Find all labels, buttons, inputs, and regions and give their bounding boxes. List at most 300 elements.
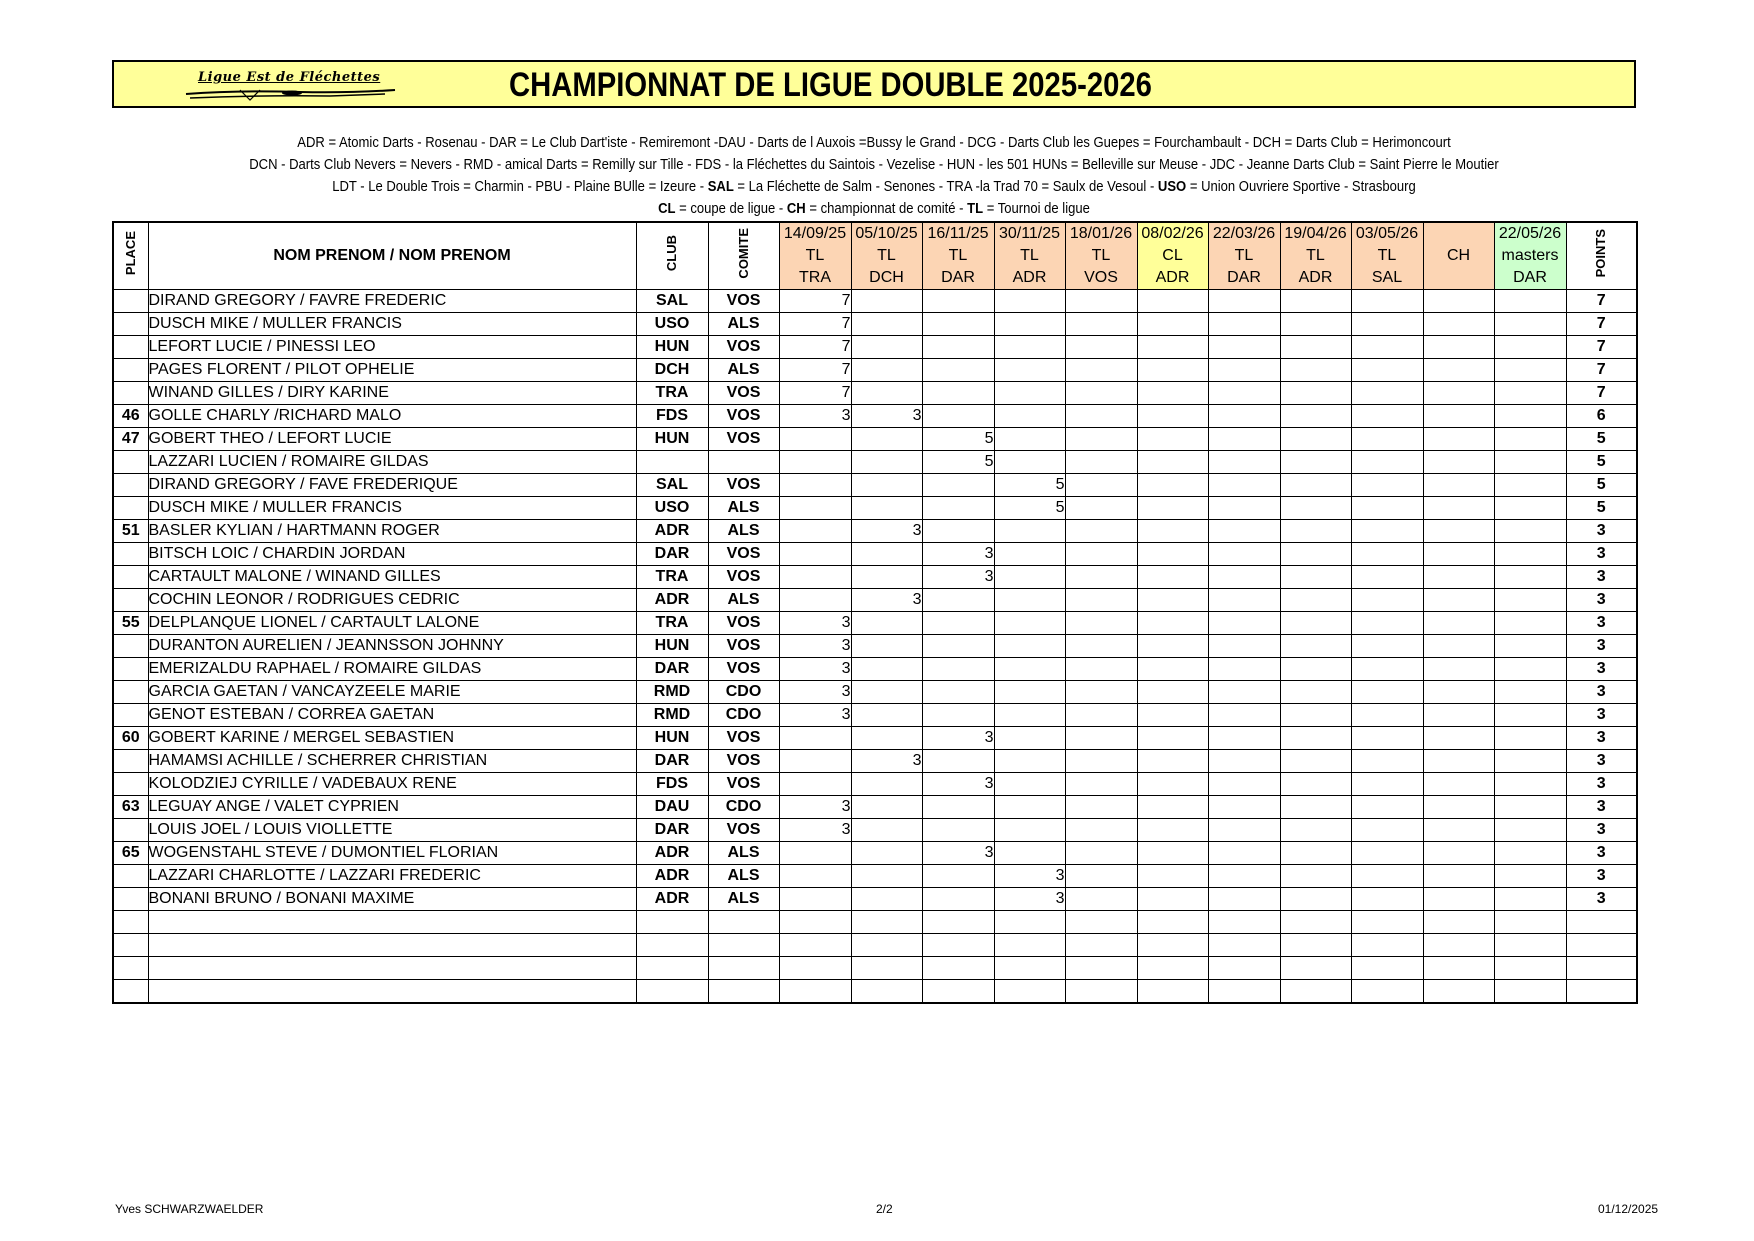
ranking-table bbox=[112, 221, 1638, 1004]
score-cell bbox=[1351, 911, 1423, 934]
score-cell bbox=[779, 957, 851, 980]
score-cell bbox=[1423, 888, 1494, 911]
score-cell bbox=[1423, 566, 1494, 589]
score-cell bbox=[1137, 336, 1208, 359]
score-cell bbox=[779, 497, 851, 520]
event-header-club: DCH bbox=[851, 267, 922, 290]
club-cell bbox=[636, 451, 708, 474]
event-header-type: CL bbox=[1137, 245, 1208, 267]
score-cell bbox=[1423, 589, 1494, 612]
score-cell: 3 bbox=[994, 888, 1065, 911]
score-cell bbox=[1137, 359, 1208, 382]
score-cell bbox=[922, 750, 994, 773]
event-header-club: DAR bbox=[1208, 267, 1280, 290]
score-cell bbox=[1351, 681, 1423, 704]
score-cell bbox=[1423, 819, 1494, 842]
player-names-cell: WINAND GILLES / DIRY KARINE bbox=[148, 382, 636, 405]
event-header-type: TL bbox=[1351, 245, 1423, 267]
score-cell bbox=[1423, 497, 1494, 520]
club-cell: DCH bbox=[636, 359, 708, 382]
score-cell bbox=[1280, 336, 1351, 359]
place-cell bbox=[113, 497, 148, 520]
score-cell bbox=[922, 359, 994, 382]
score-cell bbox=[1137, 474, 1208, 497]
player-names-cell bbox=[148, 934, 636, 957]
logo-text: Ligue Est de Fléchettes bbox=[198, 70, 381, 85]
player-names-cell bbox=[148, 980, 636, 1004]
score-cell bbox=[994, 359, 1065, 382]
table-row bbox=[113, 589, 1637, 612]
score-cell bbox=[1280, 474, 1351, 497]
score-cell bbox=[1137, 566, 1208, 589]
score-cell bbox=[994, 957, 1065, 980]
score-cell bbox=[922, 957, 994, 980]
score-cell bbox=[1423, 865, 1494, 888]
score-cell bbox=[1351, 520, 1423, 543]
score-cell bbox=[1351, 313, 1423, 336]
club-cell: RMD bbox=[636, 681, 708, 704]
score-cell bbox=[1494, 842, 1566, 865]
score-cell bbox=[1137, 911, 1208, 934]
score-cell bbox=[1494, 382, 1566, 405]
score-cell bbox=[1494, 497, 1566, 520]
score-cell bbox=[1137, 497, 1208, 520]
score-cell: 3 bbox=[851, 589, 922, 612]
comite-cell: VOS bbox=[708, 750, 779, 773]
score-cell bbox=[1280, 796, 1351, 819]
club-cell: SAL bbox=[636, 290, 708, 313]
league-logo bbox=[180, 68, 400, 102]
place-cell bbox=[113, 313, 148, 336]
score-cell bbox=[1494, 796, 1566, 819]
score-cell bbox=[1423, 612, 1494, 635]
event-header-date: 14/09/25 bbox=[779, 222, 851, 245]
place-header-label: PLACE bbox=[122, 230, 138, 276]
score-cell bbox=[1065, 543, 1137, 566]
player-names-cell: GARCIA GAETAN / VANCAYZEELE MARIE bbox=[148, 681, 636, 704]
score-cell bbox=[1423, 704, 1494, 727]
club-cell: DAR bbox=[636, 658, 708, 681]
place-cell bbox=[113, 957, 148, 980]
place-cell: 47 bbox=[113, 428, 148, 451]
score-cell bbox=[1494, 428, 1566, 451]
score-cell: 5 bbox=[994, 474, 1065, 497]
score-cell bbox=[994, 635, 1065, 658]
table-row bbox=[113, 566, 1637, 589]
score-cell bbox=[1423, 543, 1494, 566]
score-cell bbox=[994, 727, 1065, 750]
score-cell bbox=[851, 727, 922, 750]
table-row bbox=[113, 750, 1637, 773]
score-cell bbox=[1280, 658, 1351, 681]
comite-cell: ALS bbox=[708, 842, 779, 865]
score-cell bbox=[1494, 451, 1566, 474]
score-cell bbox=[994, 796, 1065, 819]
score-cell: 5 bbox=[922, 428, 994, 451]
points-cell: 3 bbox=[1566, 842, 1637, 865]
score-cell bbox=[1208, 888, 1280, 911]
comite-cell: CDO bbox=[708, 681, 779, 704]
score-cell bbox=[1280, 566, 1351, 589]
score-cell bbox=[922, 313, 994, 336]
score-cell bbox=[922, 474, 994, 497]
score-cell bbox=[1065, 681, 1137, 704]
score-cell bbox=[1065, 911, 1137, 934]
score-cell bbox=[1137, 934, 1208, 957]
score-cell bbox=[922, 796, 994, 819]
score-cell bbox=[1208, 336, 1280, 359]
table-row bbox=[113, 934, 1637, 957]
score-cell bbox=[994, 819, 1065, 842]
club-header-label: CLUB bbox=[664, 234, 679, 272]
score-cell bbox=[1423, 336, 1494, 359]
event-header-club: DAR bbox=[1494, 267, 1566, 290]
player-names-cell: BONANI BRUNO / BONANI MAXIME bbox=[148, 888, 636, 911]
score-cell bbox=[1423, 474, 1494, 497]
score-cell bbox=[994, 428, 1065, 451]
score-cell bbox=[1280, 842, 1351, 865]
player-names-cell: BASLER KYLIAN / HARTMANN ROGER bbox=[148, 520, 636, 543]
score-cell bbox=[1423, 382, 1494, 405]
score-cell bbox=[1137, 612, 1208, 635]
score-cell bbox=[994, 980, 1065, 1004]
score-cell bbox=[1065, 727, 1137, 750]
player-names-cell: GOBERT THEO / LEFORT LUCIE bbox=[148, 428, 636, 451]
event-header-date bbox=[1423, 222, 1494, 245]
comite-cell: VOS bbox=[708, 612, 779, 635]
score-cell bbox=[1494, 543, 1566, 566]
place-cell bbox=[113, 359, 148, 382]
comite-cell: VOS bbox=[708, 566, 779, 589]
footer-date: 01/12/2025 bbox=[1598, 1202, 1659, 1216]
player-names-cell: GOBERT KARINE / MERGEL SEBASTIEN bbox=[148, 727, 636, 750]
score-cell bbox=[994, 773, 1065, 796]
event-header-type: TL bbox=[922, 245, 994, 267]
score-cell bbox=[994, 589, 1065, 612]
points-cell: 3 bbox=[1566, 543, 1637, 566]
comite-cell bbox=[708, 451, 779, 474]
place-cell bbox=[113, 865, 148, 888]
player-names-cell: DURANTON AURELIEN / JEANNSSON JOHNNY bbox=[148, 635, 636, 658]
score-cell bbox=[779, 543, 851, 566]
score-cell: 3 bbox=[922, 727, 994, 750]
score-cell bbox=[922, 405, 994, 428]
score-cell bbox=[922, 336, 994, 359]
comite-cell: VOS bbox=[708, 382, 779, 405]
score-cell bbox=[1208, 842, 1280, 865]
event-header-date: 05/10/25 bbox=[851, 222, 922, 245]
score-cell bbox=[1208, 566, 1280, 589]
score-cell bbox=[1280, 865, 1351, 888]
score-cell bbox=[1280, 428, 1351, 451]
score-cell bbox=[779, 451, 851, 474]
score-cell bbox=[1065, 658, 1137, 681]
score-cell: 5 bbox=[922, 451, 994, 474]
score-cell bbox=[1351, 888, 1423, 911]
score-cell bbox=[1423, 727, 1494, 750]
score-cell bbox=[1494, 290, 1566, 313]
score-cell: 7 bbox=[779, 313, 851, 336]
event-header-type: masters bbox=[1494, 245, 1566, 267]
score-cell bbox=[1280, 911, 1351, 934]
comite-cell bbox=[708, 980, 779, 1004]
score-cell bbox=[1137, 819, 1208, 842]
player-names-cell: LAZZARI LUCIEN / ROMAIRE GILDAS bbox=[148, 451, 636, 474]
club-cell: HUN bbox=[636, 428, 708, 451]
player-names-cell: PAGES FLORENT / PILOT OPHELIE bbox=[148, 359, 636, 382]
event-header-type: TL bbox=[851, 245, 922, 267]
score-cell bbox=[779, 911, 851, 934]
event-header-type: TL bbox=[1208, 245, 1280, 267]
table-row bbox=[113, 865, 1637, 888]
score-cell bbox=[1494, 566, 1566, 589]
score-cell bbox=[1137, 796, 1208, 819]
club-cell: RMD bbox=[636, 704, 708, 727]
club-cell: USO bbox=[636, 497, 708, 520]
score-cell bbox=[1494, 911, 1566, 934]
score-cell bbox=[1494, 635, 1566, 658]
score-cell bbox=[922, 980, 994, 1004]
player-names-cell bbox=[148, 957, 636, 980]
score-cell bbox=[1423, 980, 1494, 1004]
score-cell: 3 bbox=[922, 543, 994, 566]
table-row bbox=[113, 428, 1637, 451]
player-names-cell: CARTAULT MALONE / WINAND GILLES bbox=[148, 566, 636, 589]
score-cell bbox=[994, 750, 1065, 773]
score-cell bbox=[922, 290, 994, 313]
club-cell: ADR bbox=[636, 888, 708, 911]
score-cell: 3 bbox=[851, 750, 922, 773]
table-row bbox=[113, 888, 1637, 911]
score-cell bbox=[994, 336, 1065, 359]
score-cell bbox=[1065, 566, 1137, 589]
score-cell bbox=[994, 313, 1065, 336]
score-cell bbox=[851, 980, 922, 1004]
table-row bbox=[113, 796, 1637, 819]
score-cell bbox=[1351, 612, 1423, 635]
player-names-cell: DIRAND GREGORY / FAVE FREDERIQUE bbox=[148, 474, 636, 497]
event-header-date: 18/01/26 bbox=[1065, 222, 1137, 245]
event-header-date: 19/04/26 bbox=[1280, 222, 1351, 245]
place-cell bbox=[113, 336, 148, 359]
points-header bbox=[1566, 222, 1637, 290]
score-cell: 7 bbox=[779, 336, 851, 359]
score-cell bbox=[1065, 474, 1137, 497]
table-row bbox=[113, 382, 1637, 405]
score-cell bbox=[851, 382, 922, 405]
player-names-cell: DELPLANQUE LIONEL / CARTAULT LALONE bbox=[148, 612, 636, 635]
score-cell bbox=[851, 773, 922, 796]
comite-cell: ALS bbox=[708, 520, 779, 543]
place-cell bbox=[113, 773, 148, 796]
player-names-cell: LAZZARI CHARLOTTE / LAZZARI FREDERIC bbox=[148, 865, 636, 888]
score-cell bbox=[1208, 727, 1280, 750]
points-cell: 3 bbox=[1566, 612, 1637, 635]
score-cell bbox=[851, 428, 922, 451]
table-row bbox=[113, 543, 1637, 566]
event-header-club bbox=[1423, 267, 1494, 290]
score-cell: 3 bbox=[779, 658, 851, 681]
player-names-cell: BITSCH LOIC / CHARDIN JORDAN bbox=[148, 543, 636, 566]
score-cell bbox=[1280, 290, 1351, 313]
place-cell: 55 bbox=[113, 612, 148, 635]
table-row bbox=[113, 451, 1637, 474]
comite-cell: CDO bbox=[708, 704, 779, 727]
club-cell: TRA bbox=[636, 382, 708, 405]
score-cell bbox=[1208, 681, 1280, 704]
score-cell bbox=[1137, 313, 1208, 336]
score-cell bbox=[1423, 911, 1494, 934]
score-cell bbox=[851, 957, 922, 980]
points-cell bbox=[1566, 980, 1637, 1004]
score-cell bbox=[1208, 474, 1280, 497]
score-cell bbox=[1208, 290, 1280, 313]
score-cell bbox=[1208, 704, 1280, 727]
score-cell bbox=[1137, 658, 1208, 681]
comite-cell: VOS bbox=[708, 336, 779, 359]
score-cell bbox=[922, 497, 994, 520]
score-cell bbox=[1137, 681, 1208, 704]
score-cell bbox=[1065, 842, 1137, 865]
score-cell bbox=[1208, 612, 1280, 635]
place-cell bbox=[113, 658, 148, 681]
comite-cell: ALS bbox=[708, 589, 779, 612]
score-cell: 7 bbox=[779, 290, 851, 313]
comite-cell: ALS bbox=[708, 888, 779, 911]
score-cell bbox=[851, 796, 922, 819]
table-row bbox=[113, 520, 1637, 543]
table-row bbox=[113, 474, 1637, 497]
score-cell bbox=[922, 658, 994, 681]
points-cell: 3 bbox=[1566, 865, 1637, 888]
player-names-cell: DUSCH MIKE / MULLER FRANCIS bbox=[148, 313, 636, 336]
club-cell: ADR bbox=[636, 520, 708, 543]
score-cell bbox=[1065, 773, 1137, 796]
score-cell bbox=[1208, 543, 1280, 566]
comite-cell: VOS bbox=[708, 428, 779, 451]
score-cell bbox=[1280, 313, 1351, 336]
points-cell: 7 bbox=[1566, 336, 1637, 359]
club-cell: TRA bbox=[636, 566, 708, 589]
score-cell bbox=[1351, 658, 1423, 681]
score-cell bbox=[779, 428, 851, 451]
place-cell: 60 bbox=[113, 727, 148, 750]
title-banner bbox=[112, 60, 1636, 108]
score-cell bbox=[1351, 865, 1423, 888]
score-cell bbox=[1137, 589, 1208, 612]
table-row bbox=[113, 290, 1637, 313]
comite-cell: VOS bbox=[708, 773, 779, 796]
score-cell bbox=[1280, 497, 1351, 520]
points-cell: 5 bbox=[1566, 428, 1637, 451]
place-cell bbox=[113, 451, 148, 474]
score-cell bbox=[922, 865, 994, 888]
score-cell: 7 bbox=[779, 359, 851, 382]
place-cell bbox=[113, 888, 148, 911]
score-cell bbox=[994, 612, 1065, 635]
score-cell bbox=[1351, 405, 1423, 428]
score-cell: 3 bbox=[779, 635, 851, 658]
score-cell bbox=[779, 773, 851, 796]
score-cell bbox=[922, 888, 994, 911]
score-cell bbox=[1494, 681, 1566, 704]
score-cell bbox=[1137, 382, 1208, 405]
score-cell bbox=[994, 290, 1065, 313]
event-header-date: 16/11/25 bbox=[922, 222, 994, 245]
points-cell: 7 bbox=[1566, 290, 1637, 313]
club-cell: FDS bbox=[636, 773, 708, 796]
score-cell bbox=[1494, 980, 1566, 1004]
score-cell bbox=[1065, 704, 1137, 727]
legend-line: LDT - Le Double Trois = Charmin - PBU - Plaine BUlle = Izeure - SAL = La Fléchette de Salm - Senones - TRA -la Trad 70 = Saulx de Vesoul - USO = Union Ouvriere Sportive - Strasbourg bbox=[332, 179, 1416, 195]
score-cell bbox=[851, 911, 922, 934]
score-cell bbox=[1280, 773, 1351, 796]
event-header-date: 03/05/26 bbox=[1351, 222, 1423, 245]
score-cell bbox=[1351, 934, 1423, 957]
score-cell bbox=[851, 566, 922, 589]
club-cell: USO bbox=[636, 313, 708, 336]
score-cell bbox=[922, 911, 994, 934]
event-header-club: SAL bbox=[1351, 267, 1423, 290]
event-header-type: TL bbox=[779, 245, 851, 267]
score-cell bbox=[922, 382, 994, 405]
score-cell bbox=[1280, 681, 1351, 704]
player-names-cell: KOLODZIEJ CYRILLE / VADEBAUX RENE bbox=[148, 773, 636, 796]
score-cell bbox=[994, 681, 1065, 704]
points-cell: 3 bbox=[1566, 888, 1637, 911]
score-cell: 3 bbox=[779, 405, 851, 428]
score-cell bbox=[1423, 842, 1494, 865]
score-cell bbox=[1494, 405, 1566, 428]
score-cell bbox=[1423, 428, 1494, 451]
score-cell bbox=[1280, 543, 1351, 566]
score-cell: 3 bbox=[851, 520, 922, 543]
score-cell bbox=[1351, 451, 1423, 474]
place-cell bbox=[113, 750, 148, 773]
name-header: NOM PRENOM / NOM PRENOM bbox=[148, 222, 636, 290]
score-cell bbox=[1351, 842, 1423, 865]
score-cell bbox=[1208, 589, 1280, 612]
table-row bbox=[113, 773, 1637, 796]
score-cell bbox=[851, 290, 922, 313]
club-cell: ADR bbox=[636, 865, 708, 888]
score-cell bbox=[851, 543, 922, 566]
player-names-cell: DIRAND GREGORY / FAVRE FREDERIC bbox=[148, 290, 636, 313]
event-header-type: TL bbox=[1280, 245, 1351, 267]
score-cell bbox=[1208, 773, 1280, 796]
comite-cell: VOS bbox=[708, 474, 779, 497]
score-cell bbox=[994, 658, 1065, 681]
score-cell bbox=[1494, 359, 1566, 382]
event-header-type: CH bbox=[1423, 245, 1494, 267]
score-cell bbox=[1423, 359, 1494, 382]
score-cell bbox=[1351, 428, 1423, 451]
table-row bbox=[113, 727, 1637, 750]
points-cell bbox=[1566, 911, 1637, 934]
player-names-cell: COCHIN LEONOR / RODRIGUES CEDRIC bbox=[148, 589, 636, 612]
points-cell: 3 bbox=[1566, 658, 1637, 681]
score-cell bbox=[1065, 589, 1137, 612]
score-cell bbox=[1280, 704, 1351, 727]
table-row bbox=[113, 635, 1637, 658]
score-cell bbox=[779, 865, 851, 888]
score-cell bbox=[1065, 819, 1137, 842]
score-cell bbox=[851, 451, 922, 474]
table-row bbox=[113, 681, 1637, 704]
place-cell bbox=[113, 911, 148, 934]
score-cell bbox=[1137, 543, 1208, 566]
score-cell bbox=[851, 359, 922, 382]
